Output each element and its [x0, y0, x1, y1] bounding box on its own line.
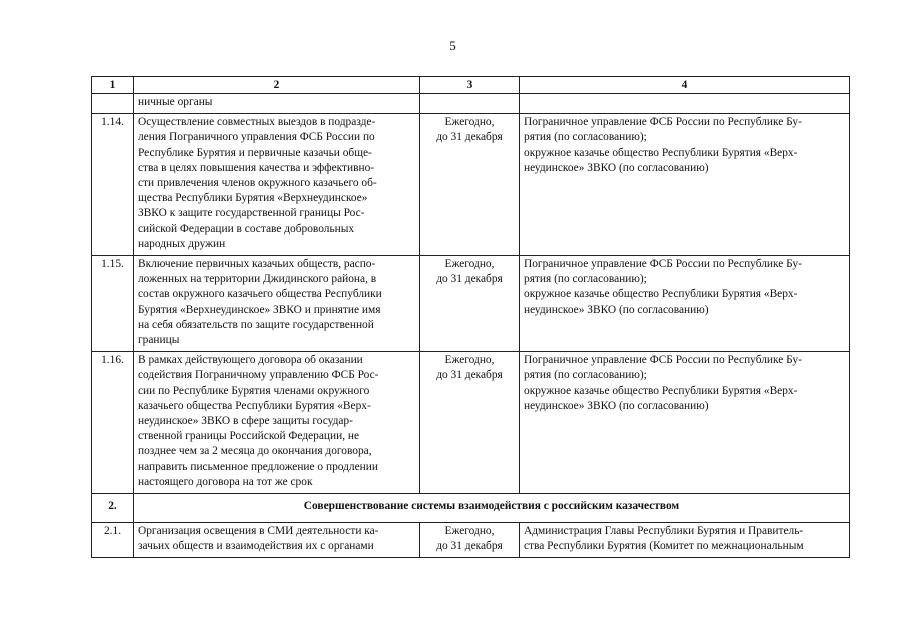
section-title: Совершенствование системы взаимодействия с российским казачеством: [134, 494, 850, 523]
description-line: настоящего договора на тот же срок: [138, 475, 313, 488]
responsible-line: рятия (по согласованию);: [524, 131, 647, 144]
description-line: щества Республики Бурятия «Верхнеудинское»: [138, 192, 368, 205]
table-row: [92, 352, 850, 494]
responsible-line: окружное казачье общество Республики Бурятия «Верх-: [524, 146, 798, 159]
responsible-line: Пограничное управление ФСБ России по Республике Бу-: [524, 354, 802, 367]
description-line: зачьих обществ и взаимодействия их с органами: [138, 540, 374, 553]
row-term: [420, 114, 520, 256]
responsible-line: неудинское» ЗВКО (по согласованию): [524, 303, 709, 316]
header-row: [92, 77, 850, 94]
column-header-1: 1: [92, 77, 134, 94]
description-line: границы: [138, 334, 180, 347]
page-number: 5: [449, 38, 456, 53]
description-line: на себя обязательств по защите государственной: [138, 318, 374, 331]
description-line: В рамках действующего договора об оказании: [138, 354, 363, 367]
description-line: ничные органы: [138, 96, 213, 108]
responsible-line: ства Республики Бурятия (Комитет по межнациональным: [524, 540, 804, 553]
description-line: Бурятия «Верхнеудинское» ЗВКО и принятие имя: [138, 303, 381, 316]
term-line: до 31 декабря: [436, 131, 503, 144]
description-line: сийской Федерации в составе добровольных: [138, 222, 355, 235]
row-number: 1.16.: [92, 352, 134, 494]
row-description: [134, 256, 420, 352]
term-line: Ежегодно,: [444, 258, 495, 271]
description-line: Включение первичных казачьих обществ, распо-: [138, 258, 376, 271]
responsible-line: рятия (по согласованию);: [524, 273, 647, 286]
table-row: [92, 114, 850, 256]
section-number: 2.: [92, 494, 134, 523]
column-header-4: 4: [520, 77, 850, 94]
description-line: ства в целях повышения качества и эффективно-: [138, 161, 375, 174]
row-responsible: [520, 523, 850, 558]
responsible-line: окружное казачье общество Республики Бурятия «Верх-: [524, 384, 798, 397]
term-line: до 31 декабря: [436, 273, 503, 286]
description-line: направить письменное предложение о продлении: [138, 460, 378, 473]
responsible-line: Администрация Главы Республики Бурятия и Правитель-: [524, 525, 804, 538]
row-number: 1.14.: [92, 114, 134, 256]
column-header-2: 2: [134, 77, 420, 94]
row-description: [134, 352, 420, 494]
table-row: [92, 523, 850, 558]
description-line: Организация освещения в СМИ деятельности ка-: [138, 525, 379, 538]
description-line: ственной границы Российской Федерации, не: [138, 430, 360, 443]
row-description: [134, 94, 420, 114]
row-term: [420, 352, 520, 494]
table-row: [92, 256, 850, 352]
row-number: 1.15.: [92, 256, 134, 352]
row-responsible: [520, 256, 850, 352]
term-line: Ежегодно,: [444, 525, 495, 538]
description-line: казачьего общества Республики Бурятия «Верх-: [138, 399, 371, 412]
description-line: народных дружин: [138, 237, 226, 250]
responsible-line: Пограничное управление ФСБ России по Республике Бу-: [524, 116, 802, 129]
action-plan-table: [91, 76, 850, 558]
description-line: состав окружного казачьего общества Республики: [138, 288, 382, 301]
responsible-line: рятия (по согласованию);: [524, 369, 647, 382]
description-line: ЗВКО к защите государственной границы Рос-: [138, 207, 365, 220]
row-term: [420, 256, 520, 352]
term-line: Ежегодно,: [444, 116, 495, 129]
section-row: [92, 494, 850, 523]
term-line: до 31 декабря: [436, 369, 503, 382]
row-description: [134, 114, 420, 256]
row-responsible: [520, 94, 850, 114]
responsible-line: окружное казачье общество Республики Бурятия «Верх-: [524, 288, 798, 301]
row-term: [420, 94, 520, 114]
responsible-line: неудинское» ЗВКО (по согласованию): [524, 399, 709, 412]
description-line: Республике Бурятия и первичные казачьи обще-: [138, 146, 372, 159]
description-line: позднее чем за 2 месяца до окончания договора,: [138, 445, 372, 458]
description-line: неудинское» ЗВКО в сфере защиты государ-: [138, 415, 353, 428]
row-number: [92, 94, 134, 114]
table-row-continuation: [92, 94, 850, 114]
description-line: ложенных на территории Джидинского района, в: [138, 273, 377, 286]
row-term: [420, 523, 520, 558]
description-line: ления Пограничного управления ФСБ России по: [138, 131, 375, 144]
column-header-3: 3: [420, 77, 520, 94]
term-line: до 31 декабря: [436, 540, 503, 553]
responsible-line: Пограничное управление ФСБ России по Республике Бу-: [524, 258, 802, 271]
row-number: 2.1.: [92, 523, 134, 558]
row-responsible: [520, 352, 850, 494]
description-line: сии по Республике Бурятия членами окружного: [138, 384, 370, 397]
term-line: Ежегодно,: [444, 354, 495, 367]
row-responsible: [520, 114, 850, 256]
row-description: [134, 523, 420, 558]
description-line: сти привлечения членов окружного казачьего об-: [138, 177, 377, 190]
responsible-line: неудинское» ЗВКО (по согласованию): [524, 161, 709, 174]
description-line: содействия Пограничному управлению ФСБ Рос-: [138, 369, 379, 382]
description-line: Осуществление совместных выездов в подразде-: [138, 116, 376, 129]
